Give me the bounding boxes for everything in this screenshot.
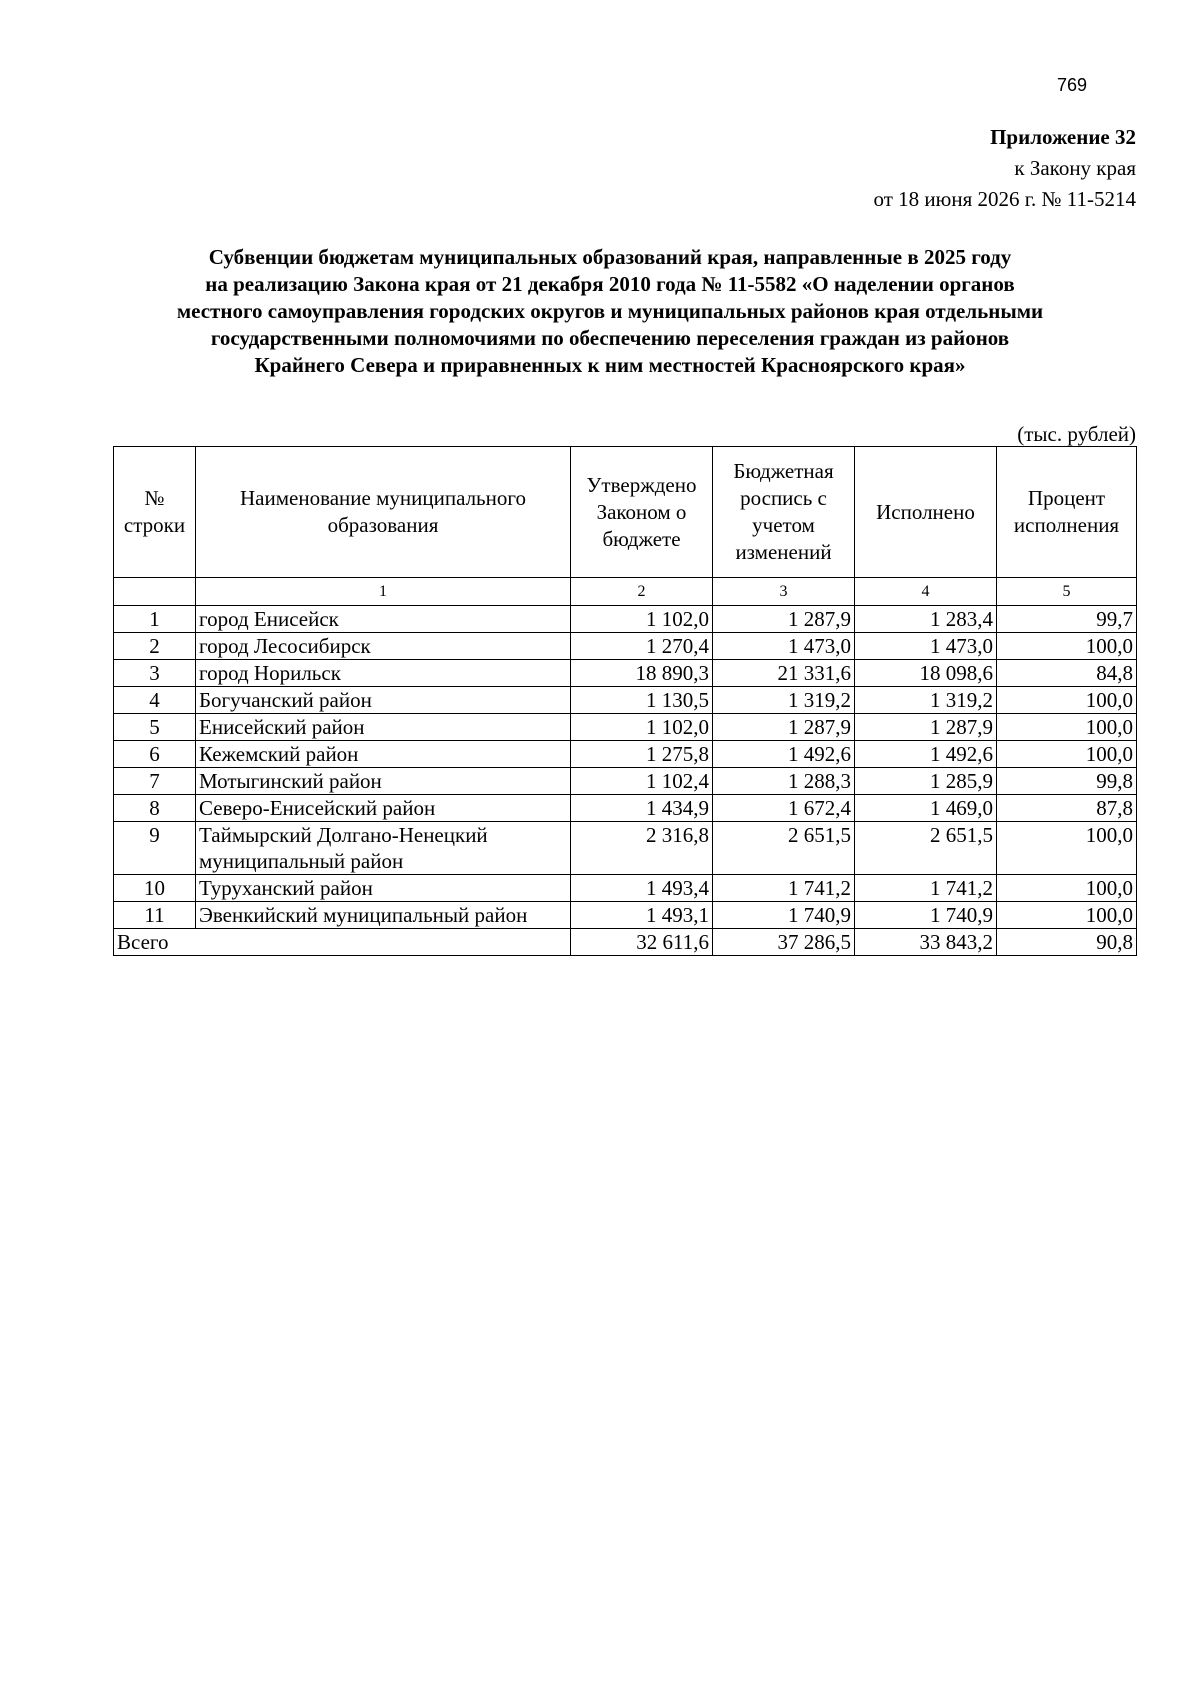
municipality-name: Мотыгинский район [196,768,571,795]
header-executed: Исполнено [855,447,997,578]
approved-value: 18 890,3 [571,660,713,687]
approved-value: 1 493,4 [571,875,713,902]
municipality-name: Таймырский Долгано-Ненецкий муниципальный район [196,822,571,875]
budget-value: 1 287,9 [713,606,855,633]
approved-value: 1 102,0 [571,714,713,741]
percent-value: 100,0 [997,714,1137,741]
title-line: Крайнего Севера и приравненных к ним местностей Красноярского края» [254,353,966,377]
table-row [114,741,1137,768]
budget-value: 21 331,6 [713,660,855,687]
budget-value: 1 287,9 [713,714,855,741]
table-row [114,822,1137,875]
municipality-name: Енисейский район [196,714,571,741]
percent-value: 100,0 [997,741,1137,768]
total-percent: 90,8 [997,929,1137,956]
municipality-name: Кежемский район [196,741,571,768]
executed-value: 1 287,9 [855,714,997,741]
executed-value: 1 285,9 [855,768,997,795]
column-number: 2 [571,578,713,606]
page-number: 769 [1057,75,1088,95]
budget-value: 2 651,5 [713,822,855,875]
municipality-name: город Лесосибирск [196,633,571,660]
total-row [114,929,1137,956]
row-number: 8 [114,795,196,822]
executed-value: 1 473,0 [855,633,997,660]
title-line: государственными полномочиями по обеспечению переселения граждан из районов [210,326,1010,350]
budget-value: 1 740,9 [713,902,855,929]
percent-value: 87,8 [997,795,1137,822]
approved-value: 1 493,1 [571,902,713,929]
budget-value: 1 319,2 [713,687,855,714]
row-number: 11 [114,902,196,929]
executed-value: 1 492,6 [855,741,997,768]
appendix-law-date: от 18 июня 2026 г. № 11-5214 [873,187,1136,211]
row-number: 6 [114,741,196,768]
row-number: 3 [114,660,196,687]
table-row [114,714,1137,741]
row-number: 7 [114,768,196,795]
total-approved: 32 611,6 [571,929,713,956]
municipality-name: Северо-Енисейский район [196,795,571,822]
approved-value: 2 316,8 [571,822,713,875]
appendix-title: Приложение 32 [990,125,1136,149]
header-approved: Утверждено Законом о бюджете [571,447,713,578]
budget-value: 1 741,2 [713,875,855,902]
appendix-law-reference: к Закону края [1014,156,1136,180]
appendix-block [874,122,1136,215]
percent-value: 100,0 [997,687,1137,714]
executed-value: 1 469,0 [855,795,997,822]
executed-value: 1 740,9 [855,902,997,929]
executed-value: 1 741,2 [855,875,997,902]
table-row [114,606,1137,633]
percent-value: 99,7 [997,606,1137,633]
title-line: Субвенции бюджетам муниципальных образований края, направленные в 2025 году [208,245,1012,269]
municipality-name: Туруханский район [196,875,571,902]
municipality-name: город Енисейск [196,606,571,633]
row-number: 9 [114,822,196,875]
table-row [114,902,1137,929]
budget-value: 1 672,4 [713,795,855,822]
approved-value: 1 102,4 [571,768,713,795]
table-header-row [114,447,1137,578]
header-percent: Процент исполнения [997,447,1137,578]
table-row [114,768,1137,795]
executed-value: 1 283,4 [855,606,997,633]
document-title [110,244,1110,379]
budget-value: 1 473,0 [713,633,855,660]
subventions-table [113,446,1137,956]
approved-value: 1 434,9 [571,795,713,822]
approved-value: 1 102,0 [571,606,713,633]
executed-value: 18 098,6 [855,660,997,687]
row-number: 5 [114,714,196,741]
column-number: 1 [196,578,571,606]
column-number: 5 [997,578,1137,606]
percent-value: 100,0 [997,633,1137,660]
header-municipality-name: Наименование муниципального образования [196,447,571,578]
title-line: на реализацию Закона края от 21 декабря 2010 года № 11-5582 «О наделении органов [205,272,1015,296]
percent-value: 84,8 [997,660,1137,687]
total-label: Всего [114,929,571,956]
approved-value: 1 275,8 [571,741,713,768]
approved-value: 1 130,5 [571,687,713,714]
total-budget: 37 286,5 [713,929,855,956]
table-row [114,795,1137,822]
table-row [114,660,1137,687]
column-number: 3 [713,578,855,606]
municipality-name: Эвенкийский муниципальный район [196,902,571,929]
units-label: (тыс. рублей) [1017,422,1136,446]
table-row [114,687,1137,714]
row-number: 1 [114,606,196,633]
municipality-name: Богучанский район [196,687,571,714]
total-executed: 33 843,2 [855,929,997,956]
column-number: 4 [855,578,997,606]
percent-value: 100,0 [997,902,1137,929]
row-number: 10 [114,875,196,902]
approved-value: 1 270,4 [571,633,713,660]
header-budget-schedule: Бюджетная роспись с учетом изменений [713,447,855,578]
budget-value: 1 288,3 [713,768,855,795]
budget-value: 1 492,6 [713,741,855,768]
percent-value: 99,8 [997,768,1137,795]
executed-value: 1 319,2 [855,687,997,714]
row-number: 2 [114,633,196,660]
column-number [114,578,196,606]
title-line: местного самоуправления городских округов и муниципальных районов края отдельными [176,299,1044,323]
column-number-row [114,578,1137,606]
table-row [114,633,1137,660]
percent-value: 100,0 [997,822,1137,875]
row-number: 4 [114,687,196,714]
table-row [114,875,1137,902]
header-row-number: № строки [114,447,196,578]
executed-value: 2 651,5 [855,822,997,875]
percent-value: 100,0 [997,875,1137,902]
municipality-name: город Норильск [196,660,571,687]
